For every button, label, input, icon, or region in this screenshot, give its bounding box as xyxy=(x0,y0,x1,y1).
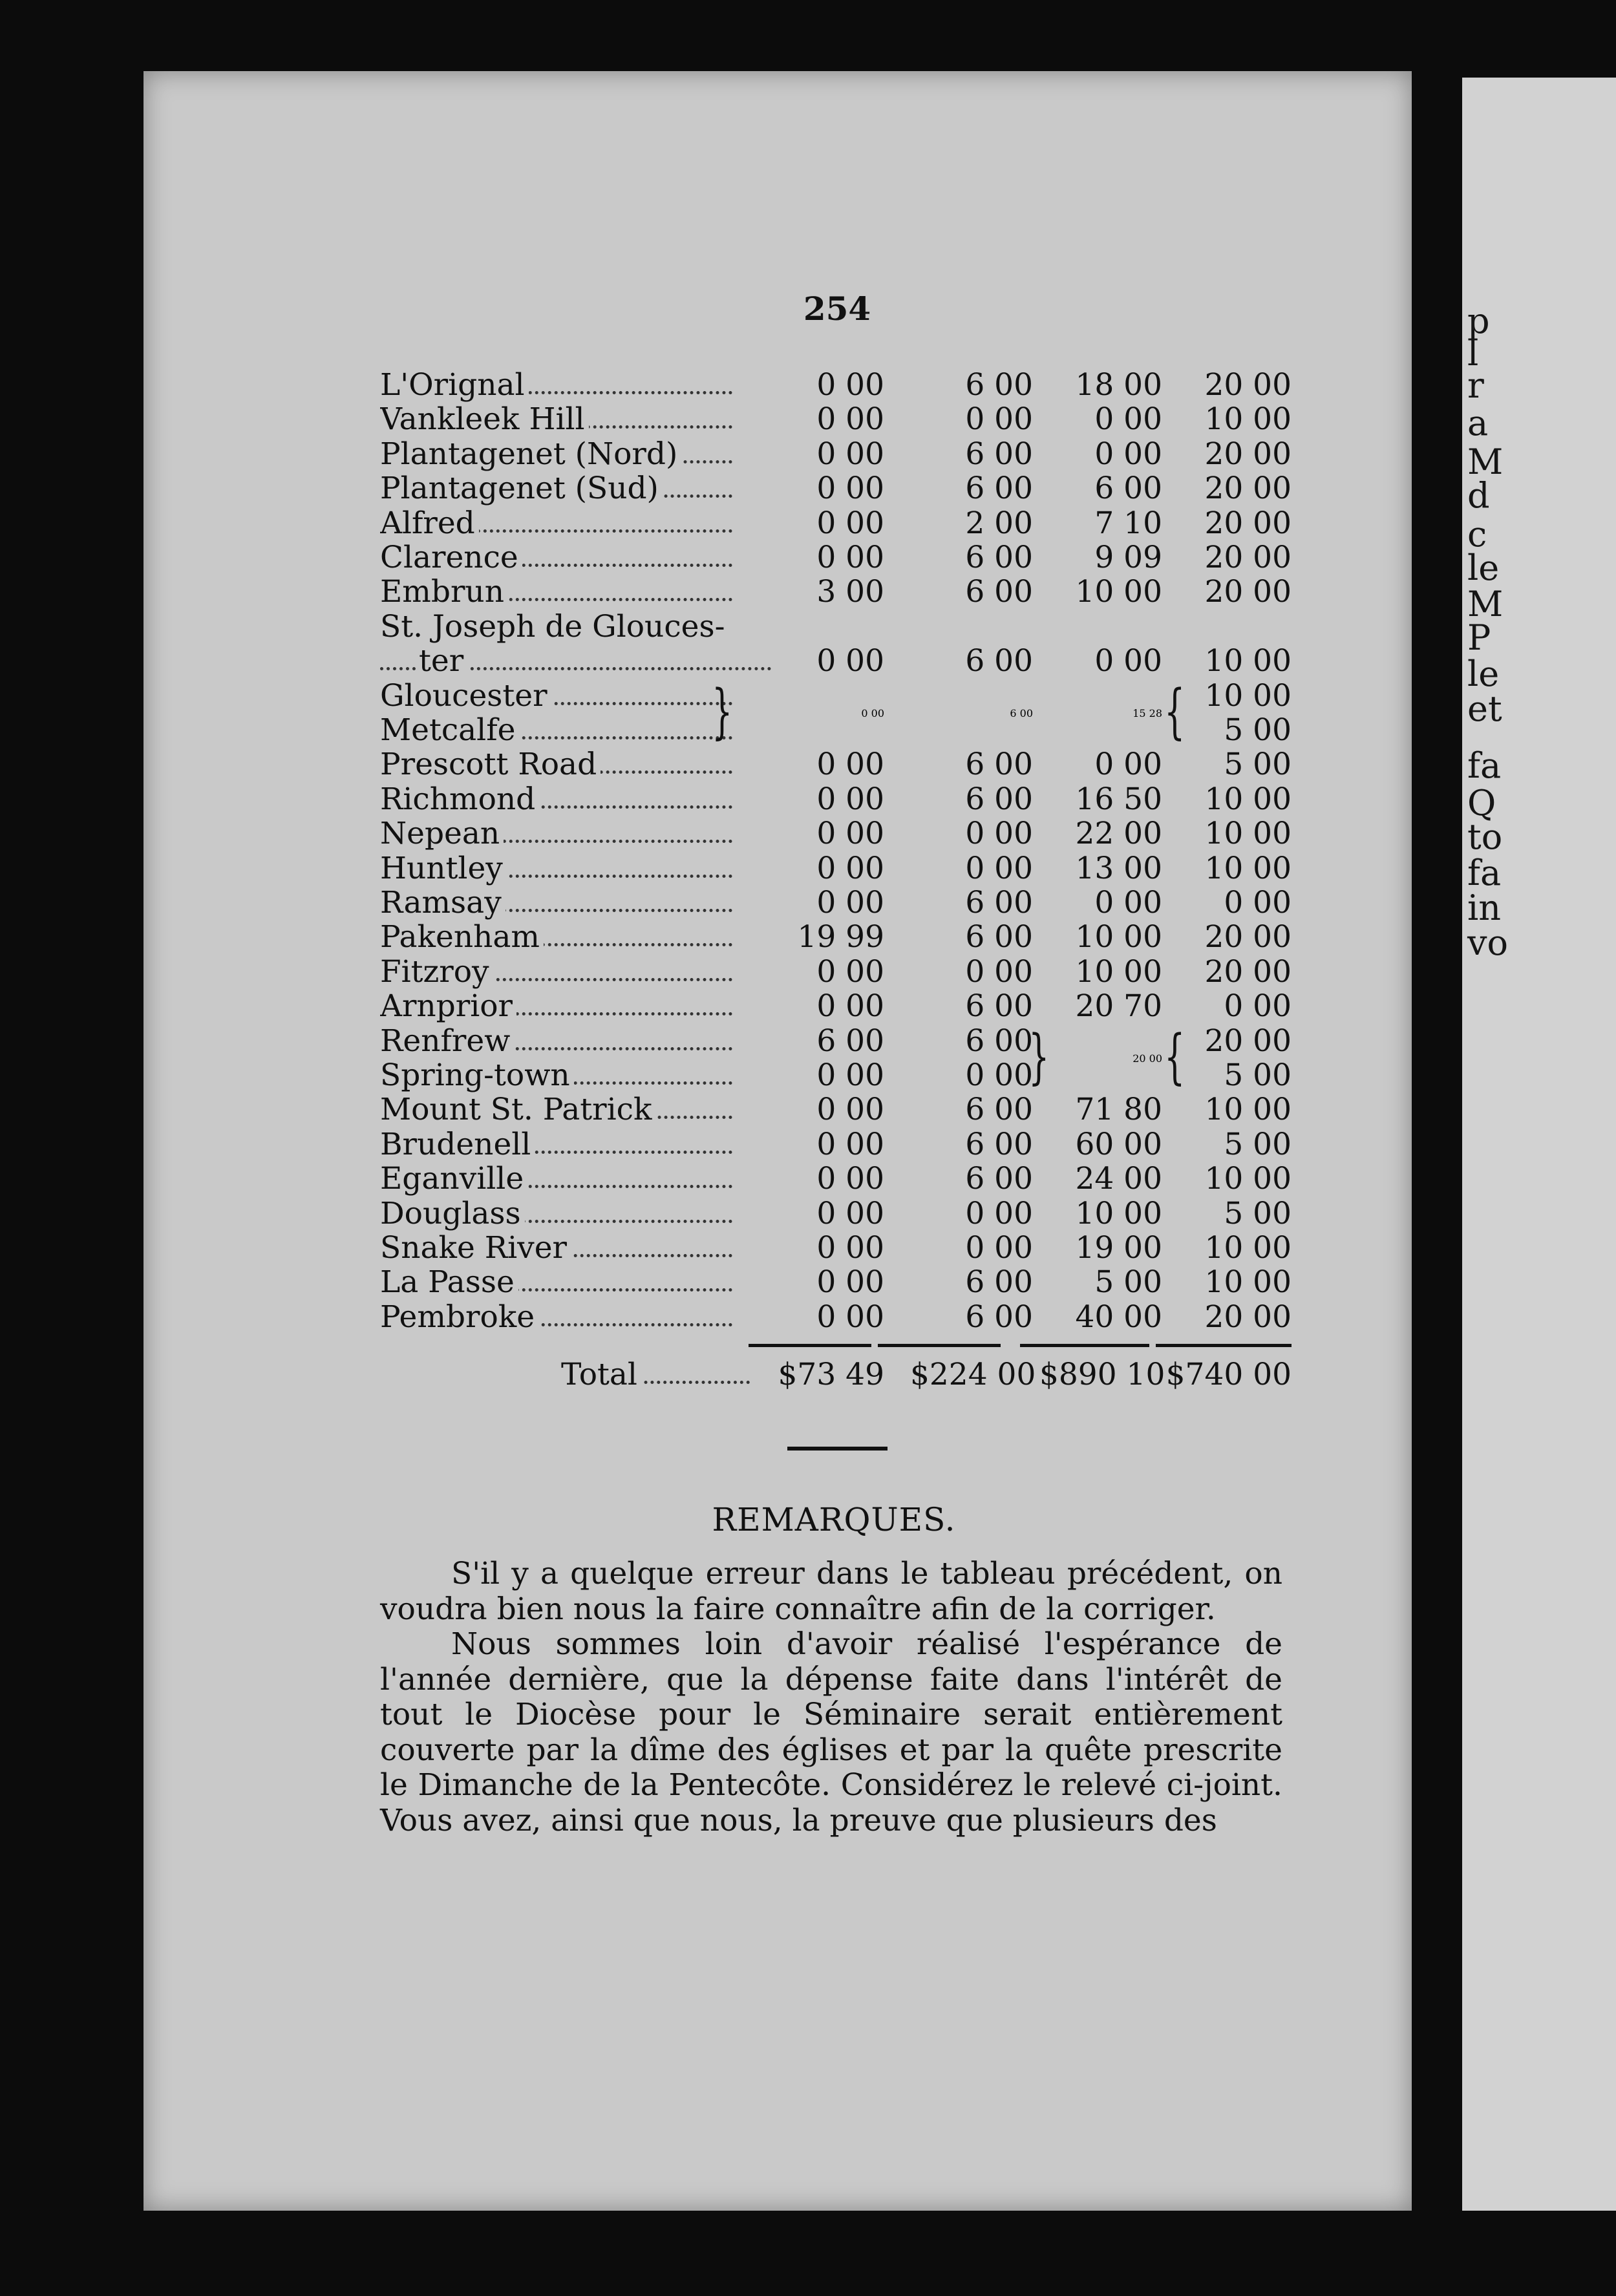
parish-name: Eganville xyxy=(380,1162,732,1196)
parish-name: Renfrew xyxy=(380,1025,732,1058)
sum-rule xyxy=(1156,1344,1292,1347)
amount-c2: 6 00 xyxy=(965,1092,1033,1128)
amount-c2: 6 00 xyxy=(965,540,1033,575)
margin-fragment: r xyxy=(1467,365,1484,406)
margin-fragment: p xyxy=(1467,301,1490,341)
section-divider xyxy=(787,1447,888,1451)
amount-c4: 20 00 xyxy=(1204,367,1292,403)
table-row xyxy=(380,1162,1292,1196)
amount-c3: 10 00 xyxy=(1075,1195,1162,1231)
table-row xyxy=(380,920,1292,954)
page-number: 254 xyxy=(803,290,871,328)
amount-c2: 6 00 xyxy=(965,1161,1033,1197)
amount-c4: 20 00 xyxy=(1204,953,1292,990)
paragraph-2: Nous sommes loin d'avoir réalisé l'espérance de l'année dernière, que la dépense faite dans l'intérêt de tout le Diocèse pour le Séminaire serait entièrement couverte par la dîme des églises et par la quête prescrite le Dimanche de la Pentecôte. Considérez le relevé ci-joint. Vous avez, ainsi que nous, la preuve que plusieurs des xyxy=(380,1626,1282,1838)
brace-glyph: { xyxy=(1164,676,1185,746)
total-c3: $890 10 xyxy=(1039,1357,1165,1393)
amount-c1: 0 00 xyxy=(816,1058,884,1093)
amount-c2: 0 00 xyxy=(965,1195,1033,1231)
amount-c1: 0 00 xyxy=(816,1092,884,1128)
amount-c2: 0 00 xyxy=(965,816,1033,852)
amount-c4: 10 00 xyxy=(1204,1230,1292,1266)
amount-c2: 6 00 xyxy=(965,643,1033,679)
parish-name: Plantagenet (Nord) xyxy=(380,438,732,471)
amount-c3: 24 00 xyxy=(1075,1161,1162,1197)
parish-name: Richmond xyxy=(380,783,732,816)
table-row xyxy=(380,1093,1292,1127)
amount-c1: 0 00 xyxy=(816,953,884,990)
amount-c2: 0 00 xyxy=(965,953,1033,990)
amount-c1: 0 00 xyxy=(816,816,884,852)
margin-fragment: to xyxy=(1467,816,1503,857)
amount-c2: 6 00 xyxy=(965,1299,1033,1335)
amount-c1: 19 99 xyxy=(797,919,884,955)
amount-c4: 10 00 xyxy=(1204,816,1292,852)
margin-fragment: fa xyxy=(1467,853,1502,893)
amount-c1: 0 00 xyxy=(816,471,884,507)
total-label: Total xyxy=(561,1358,750,1392)
amount-c4: 20 00 xyxy=(1204,1299,1292,1335)
amount-c2: 0 00 xyxy=(965,850,1033,886)
table-row xyxy=(380,1197,1292,1231)
table-row xyxy=(380,541,1292,575)
table-row xyxy=(380,610,1292,644)
amount-c1 xyxy=(761,610,884,644)
amount-c3: 20 70 xyxy=(1075,988,1162,1025)
amount-c4 xyxy=(1165,610,1292,644)
merged-amount-c1: 0 00 xyxy=(861,707,884,719)
amount-c4: 10 00 xyxy=(1204,850,1292,886)
amount-c3: 9 09 xyxy=(1094,540,1162,575)
amount-c3: 10 00 xyxy=(1075,574,1162,610)
amount-c4: 5 00 xyxy=(1224,747,1292,783)
amount-c1: 0 00 xyxy=(816,1195,884,1231)
amount-c1: 3 00 xyxy=(816,574,884,610)
adjacent-page-edge xyxy=(1462,78,1616,2211)
amount-c4: 0 00 xyxy=(1224,988,1292,1025)
table-row xyxy=(380,507,1292,540)
amount-c1: 0 00 xyxy=(816,747,884,783)
margin-fragment: Q xyxy=(1467,783,1496,824)
parish-name: Vankleek Hill xyxy=(380,403,732,436)
table-row xyxy=(380,1231,1292,1265)
amount-c3: 6 00 xyxy=(1094,471,1162,507)
amount-c3: 10 00 xyxy=(1075,953,1162,990)
amount-c4: 20 00 xyxy=(1204,1023,1292,1059)
total-c2: $224 00 xyxy=(910,1357,1036,1393)
sum-rule xyxy=(749,1344,871,1347)
parish-name: Arnprior xyxy=(380,990,732,1023)
amount-c3: 16 50 xyxy=(1075,781,1162,817)
amount-c2: 6 00 xyxy=(965,1023,1033,1059)
amount-c4: 20 00 xyxy=(1204,919,1292,955)
remarks-text xyxy=(380,1557,1282,1838)
amount-c2: 0 00 xyxy=(965,1230,1033,1266)
amount-c1: 6 00 xyxy=(816,1023,884,1059)
amount-c4: 5 00 xyxy=(1224,712,1292,748)
table-row xyxy=(380,1301,1292,1334)
margin-fragment: l xyxy=(1467,333,1479,374)
amount-c2: 6 00 xyxy=(965,747,1033,783)
table-row xyxy=(380,1266,1292,1299)
margin-fragment: le xyxy=(1467,654,1500,694)
parish-name: ter xyxy=(380,644,771,678)
parish-name: Nepean xyxy=(380,817,732,851)
amount-c1: 0 00 xyxy=(816,781,884,817)
table-row xyxy=(380,575,1292,609)
amount-c3: 10 00 xyxy=(1075,919,1162,955)
amount-c2: 6 00 xyxy=(965,574,1033,610)
table-row xyxy=(380,438,1292,471)
table-row xyxy=(380,886,1292,920)
margin-fragment: M xyxy=(1467,441,1504,482)
amount-c1: 0 00 xyxy=(816,1299,884,1335)
merged-amount-c2: 6 00 xyxy=(1010,707,1033,719)
merged-amount-c3: 20 00 xyxy=(1132,1052,1162,1065)
parish-name: St. Joseph de Glouces- xyxy=(380,610,725,644)
amount-c4: 10 00 xyxy=(1204,677,1292,714)
table-row xyxy=(380,472,1292,505)
parish-name: Spring-town xyxy=(380,1059,732,1092)
amount-c4: 10 00 xyxy=(1204,401,1292,438)
margin-fragment: et xyxy=(1467,688,1502,729)
parish-name: L'Orignal xyxy=(380,368,732,402)
amount-c1: 0 00 xyxy=(816,988,884,1025)
margin-fragment: M xyxy=(1467,584,1504,624)
amount-c1: 0 00 xyxy=(816,1264,884,1301)
amount-c2: 6 00 xyxy=(965,1264,1033,1301)
amount-c2: 6 00 xyxy=(965,367,1033,403)
table-row xyxy=(380,817,1292,851)
margin-fragment: vo xyxy=(1467,922,1509,963)
parish-name: Metcalfe xyxy=(380,714,732,747)
margin-fragment: d xyxy=(1467,475,1490,516)
parish-name: Clarence xyxy=(380,541,732,575)
amount-c4: 20 00 xyxy=(1204,540,1292,575)
brace-glyph: } xyxy=(1028,1021,1050,1091)
amount-c3: 40 00 xyxy=(1075,1299,1162,1335)
table-row xyxy=(380,955,1292,989)
amount-c2: 6 00 xyxy=(965,988,1033,1025)
amount-c3: 7 10 xyxy=(1094,505,1162,541)
amount-c4: 20 00 xyxy=(1204,574,1292,610)
amount-c3: 0 00 xyxy=(1094,747,1162,783)
total-c1: $73 49 xyxy=(778,1357,884,1393)
parish-name: Huntley xyxy=(380,852,732,886)
parish-name: Alfred xyxy=(380,507,732,540)
table-row xyxy=(380,990,1292,1023)
amount-c2: 6 00 xyxy=(965,885,1033,920)
margin-fragment: a xyxy=(1467,403,1489,443)
amount-c2: 2 00 xyxy=(965,505,1033,541)
amount-c3 xyxy=(1039,610,1162,644)
margin-fragment: in xyxy=(1467,888,1502,928)
table-row xyxy=(380,852,1292,886)
amount-c3: 22 00 xyxy=(1075,816,1162,852)
parish-name: Fitzroy xyxy=(380,955,732,989)
table-row xyxy=(380,748,1292,781)
amount-c1: 0 00 xyxy=(816,1230,884,1266)
amount-c4: 5 00 xyxy=(1224,1195,1292,1231)
amount-c1: 0 00 xyxy=(816,505,884,541)
amount-c3: 0 00 xyxy=(1094,436,1162,472)
amount-c1: 0 00 xyxy=(816,1126,884,1162)
margin-fragment: le xyxy=(1467,547,1500,588)
amount-c4: 5 00 xyxy=(1224,1058,1292,1093)
table-row xyxy=(380,644,1292,678)
amount-c3: 0 00 xyxy=(1094,643,1162,679)
amount-c1: 0 00 xyxy=(816,1161,884,1197)
amount-c4: 10 00 xyxy=(1204,1092,1292,1128)
amount-c3: 5 00 xyxy=(1094,1264,1162,1301)
amount-c3: 0 00 xyxy=(1094,401,1162,438)
table-row xyxy=(380,403,1292,436)
amount-c2: 6 00 xyxy=(965,1126,1033,1162)
amount-c1: 0 00 xyxy=(816,401,884,438)
parish-name: Pakenham xyxy=(380,920,732,954)
amount-c2: 6 00 xyxy=(965,436,1033,472)
brace-glyph: } xyxy=(712,676,733,746)
table-row xyxy=(380,1128,1292,1162)
amount-c4: 10 00 xyxy=(1204,643,1292,679)
margin-fragment: fa xyxy=(1467,745,1502,786)
amount-c1: 0 00 xyxy=(816,367,884,403)
amount-c2: 6 00 xyxy=(965,919,1033,955)
amount-c2 xyxy=(910,610,1033,644)
amount-c3: 19 00 xyxy=(1075,1230,1162,1266)
parish-name: La Passe xyxy=(380,1266,732,1299)
amount-c3: 0 00 xyxy=(1094,885,1162,920)
parish-name: Brudenell xyxy=(380,1128,732,1162)
sum-rule xyxy=(878,1344,1001,1347)
table-row xyxy=(380,783,1292,816)
amount-c3: 18 00 xyxy=(1075,367,1162,403)
total-c4: $740 00 xyxy=(1165,1357,1292,1393)
paragraph-1: S'il y a quelque erreur dans le tableau précédent, on voudra bien nous la faire connaître afin de la corriger. xyxy=(380,1556,1282,1627)
amount-c1: 0 00 xyxy=(816,540,884,575)
amount-c4: 20 00 xyxy=(1204,436,1292,472)
parish-name: Snake River xyxy=(380,1231,732,1265)
section-heading: REMARQUES. xyxy=(712,1501,956,1538)
brace-glyph: { xyxy=(1164,1021,1185,1091)
amount-c4: 20 00 xyxy=(1204,505,1292,541)
amount-c4: 10 00 xyxy=(1204,1161,1292,1197)
margin-fragment: c xyxy=(1467,514,1487,555)
amount-c4: 0 00 xyxy=(1224,885,1292,920)
parish-name: Prescott Road xyxy=(380,748,732,781)
amount-c1: 0 00 xyxy=(816,643,884,679)
total-row xyxy=(380,1358,1292,1392)
merged-amount-c3: 15 28 xyxy=(1132,707,1162,719)
parish-name: Embrun xyxy=(380,575,732,609)
amount-c3: 13 00 xyxy=(1075,850,1162,886)
amount-c1: 0 00 xyxy=(816,436,884,472)
amount-c2: 0 00 xyxy=(965,401,1033,438)
parish-name: Mount St. Patrick xyxy=(380,1093,732,1127)
parish-name: Gloucester xyxy=(380,679,732,713)
table-row xyxy=(380,368,1292,402)
amount-c4: 20 00 xyxy=(1204,471,1292,507)
parish-name: Douglass xyxy=(380,1197,732,1231)
amount-c1: 0 00 xyxy=(816,850,884,886)
amount-c4: 5 00 xyxy=(1224,1126,1292,1162)
amount-c1: 0 00 xyxy=(816,885,884,920)
amount-c2: 6 00 xyxy=(965,781,1033,817)
amount-c3: 71 80 xyxy=(1075,1092,1162,1128)
parish-name: Pembroke xyxy=(380,1301,732,1334)
margin-fragment: P xyxy=(1467,617,1491,658)
sum-rule xyxy=(1020,1344,1149,1347)
parish-name: Ramsay xyxy=(380,886,732,920)
amount-c2: 0 00 xyxy=(965,1058,1033,1093)
amount-c4: 10 00 xyxy=(1204,1264,1292,1301)
amount-c4: 10 00 xyxy=(1204,781,1292,817)
amount-c2: 6 00 xyxy=(965,471,1033,507)
parish-name: Plantagenet (Sud) xyxy=(380,472,732,505)
amount-c3: 60 00 xyxy=(1075,1126,1162,1162)
